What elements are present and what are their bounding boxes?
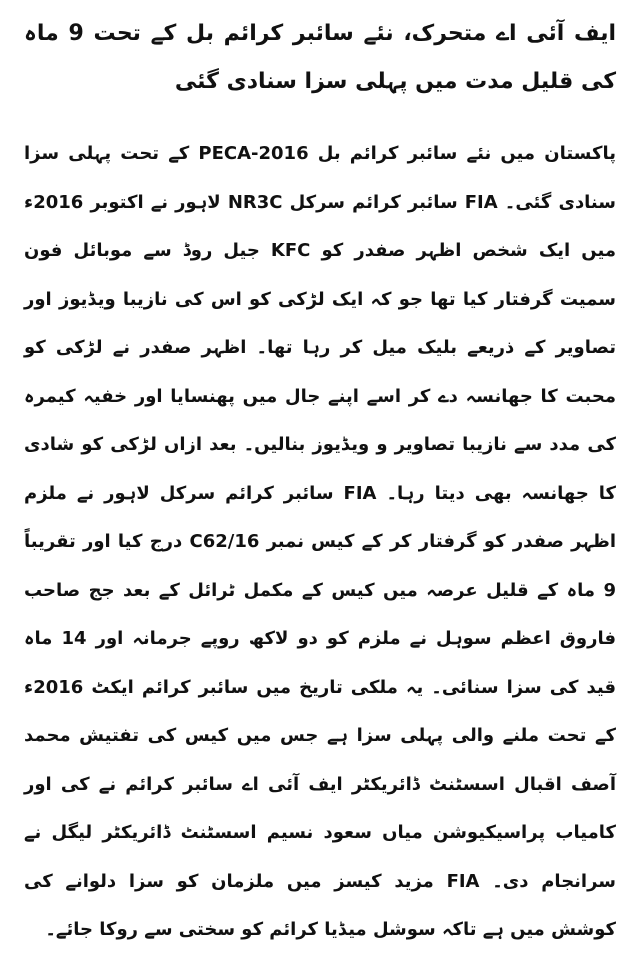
article-body: پاکستان میں نئے سائبر کرائم بل PECA-2016 کے تحت پہلی سزا سنادی گئی۔ FIA سائبر کرائم سرکل NR3C لاہور نے اکتوبر 2016ء میں ایک شخص اظہر صفدر کو KFC جیل روڈ سے موبائل فون سمیت گرفتار کیا تھا جو کہ ایک لڑکی کو اس کی نازیبا ویڈیوز اور تصاویر کے ذریعے بلیک میل کر رہا تھا۔ اظہر صفدر نے لڑکی کو محبت کا جھانسہ دے کر اسے اپنے جال میں پھنسایا اور خفیہ کیمرہ کی مدد سے نازیبا تصاویر و ویڈیوز بنالیں۔ بعد ازاں لڑکی کو شادی کا جھانسہ بھی دیتا رہا۔ FIA سائبر کرائم سرکل لاہور نے ملزم اظہر صفدر کو گرفتار کر کے کیس نمبر C62/16 درج کیا اور تقریباً 9 ماہ کے قلیل عرصہ میں کیس کے مکمل ٹرائل کے بعد جج صاحب فاروق اعظم سوہل نے ملزم کو دو لاکھ روپے جرمانہ اور 14 ماہ قید کی سزا سنائی۔ یہ ملکی تاریخ میں سائبر کرائم ایکٹ 2016ء کے تحت ملنے والی پہلی سزا ہے جس میں کیس کی تفتیش محمد آصف اقبال اسسٹنٹ ڈائریکٹر ایف آئی اے سائبر کرائم نے کی اور کامیاب پراسیکیوشن میاں سعود نسیم اسسٹنٹ ڈائریکٹر لیگل نے سرانجام دی۔ FIA مزید کیسز میں ملزمان کو سزا دلوانے کی کوشش میں ہے تاکہ سوشل میڈیا کرائم کو سختی سے روکا جائے۔	[24, 143, 617, 940]
article-headline: ایف آئی اے متحرک، نئے سائبر کرائم بل کے تحت 9 ماہ کی قلیل مدت میں پہلی سزا سنادی گئی	[24, 21, 616, 94]
article	[24, 10, 616, 955]
